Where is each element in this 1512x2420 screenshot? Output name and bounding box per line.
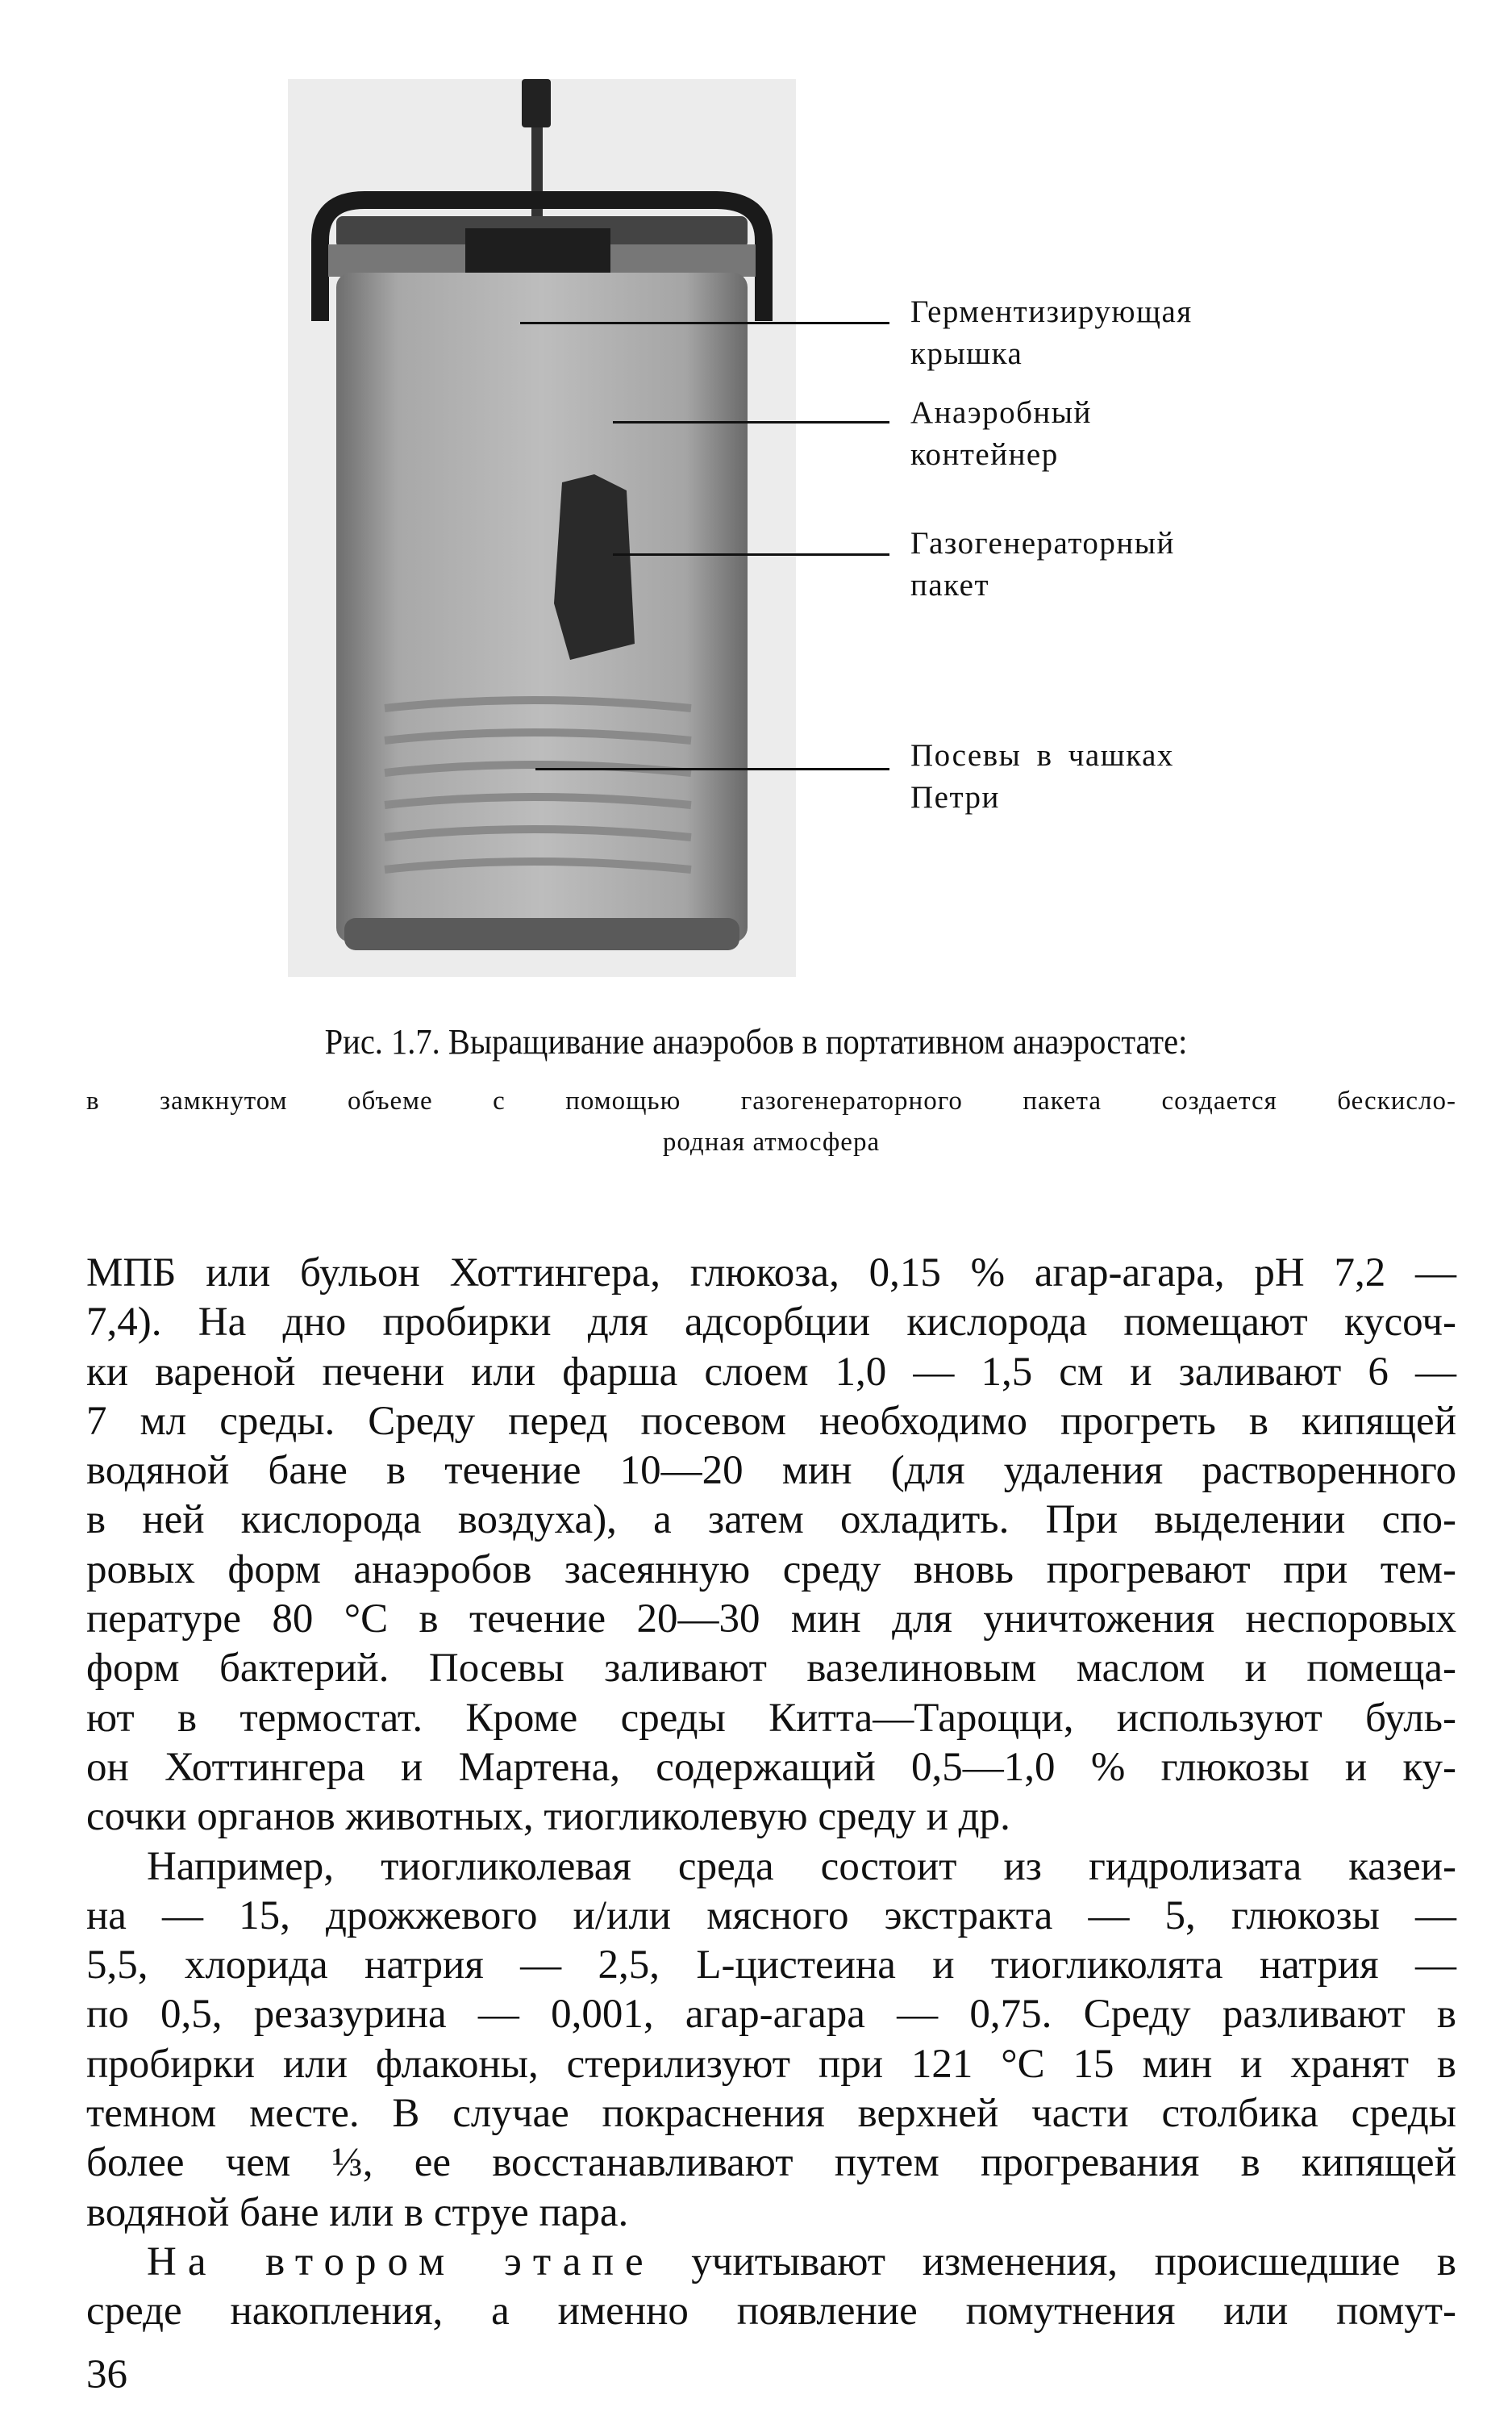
leader-line-gas-pack (613, 553, 889, 556)
body-text (86, 1249, 1456, 2337)
label-gas-pack (910, 523, 1175, 607)
paragraph-1 (86, 1249, 1456, 1842)
page-number: 36 (86, 2352, 127, 2397)
paragraph-2 (86, 1842, 1456, 2238)
text-line: темном месте. В случае покраснения верхней части столбика среды (86, 2091, 1456, 2137)
leader-line-container (613, 421, 889, 424)
text-line: по 0,5, резазурина — 0,001, агар-агара — 0,75. Среду разливают в (86, 1992, 1456, 2038)
label-line: Анаэробный (910, 395, 1092, 430)
text-line: Например, тиогликолевая среда состоит из гидролизата казеи- (147, 1843, 1456, 1889)
label-line: Петри (910, 780, 1000, 815)
label-line: Газогенераторный (910, 526, 1175, 561)
text-line: водяной бане в течение 10—20 мин (для удаления растворенного (86, 1448, 1456, 1494)
text-line: форм бактерий. Посевы заливают вазелиновым маслом и помеща- (86, 1646, 1456, 1692)
text-line: более чем ⅓, ее восстанавливают путем прогревания в кипящей (86, 2140, 1456, 2186)
spaced-emphasis: На втором этапе (147, 2238, 655, 2284)
text-line: 7,4). На дно пробирки для адсорбции кислорода помещают кусоч- (86, 1300, 1456, 1346)
label-line: Посевы в чашках (910, 738, 1174, 773)
text-line: водяной бане или в струе пара. (86, 2189, 629, 2235)
label-line: контейнер (910, 437, 1059, 472)
anaerostat-photo (288, 79, 796, 977)
text-segment: учитывают изменения, происшедшие в (654, 2238, 1457, 2284)
label-petri (910, 735, 1174, 819)
label-lid (910, 291, 1193, 375)
text-line: 7 мл среды. Среду перед посевом необходимо прогреть в кипящей (86, 1398, 1456, 1444)
text-line: МПБ или бульон Хоттингера, глюкоза, 0,15 % агар-агара, pH 7,2 — (86, 1250, 1456, 1296)
text-line: на — 15, дрожжевого и/или мясного экстракта — 5, глюкозы — (86, 1892, 1456, 1938)
text-line (86, 2238, 1456, 2287)
figure-caption-line: родная атмосфера (662, 1128, 881, 1157)
text-line: пробирки или флаконы, стерилизуют при 121 °С 15 мин и хранят в (86, 2041, 1456, 2087)
paragraph-3 (86, 2238, 1456, 2337)
label-line: Герментизирующая (910, 294, 1193, 329)
figure-caption-line: в замкнутом объеме с помощью газогенераторного пакета создается бескисло- (86, 1087, 1456, 1116)
leader-line-lid (520, 322, 889, 324)
text-line: ки вареной печени или фарша слоем 1,0 — 1,5 см и заливают 6 — (86, 1349, 1456, 1395)
label-line: пакет (910, 568, 990, 603)
text-line: пературе 80 °С в течение 20—30 мин для уничтожения неспоровых (86, 1596, 1456, 1642)
text-line: 5,5, хлорида натрия — 2,5, L-цистеина и тиогликолята натрия — (86, 1942, 1456, 1988)
text-line: ровых форм анаэробов засеянную среду вновь прогревают при тем- (86, 1546, 1456, 1592)
label-line: крышка (910, 336, 1023, 371)
text-line: он Хоттингера и Мартена, содержащий 0,5—1,0 % глюкозы и ку- (86, 1744, 1456, 1790)
text-line: в ней кислорода воздуха), а затем охладить. При выделении спо- (86, 1497, 1456, 1543)
label-container (910, 392, 1092, 476)
text-line: ют в термостат. Кроме среды Китта—Тароцци, используют буль- (86, 1695, 1456, 1741)
text-line: сочки органов животных, тиогликолевую среду и др. (86, 1794, 1010, 1840)
leader-line-petri (535, 768, 889, 770)
figure-caption-title: Рис. 1.7. Выращивание анаэробов в портативном анаэростате: (324, 1022, 1188, 1062)
text-line: среде накопления, а именно появление помутнения или помут- (86, 2289, 1456, 2334)
